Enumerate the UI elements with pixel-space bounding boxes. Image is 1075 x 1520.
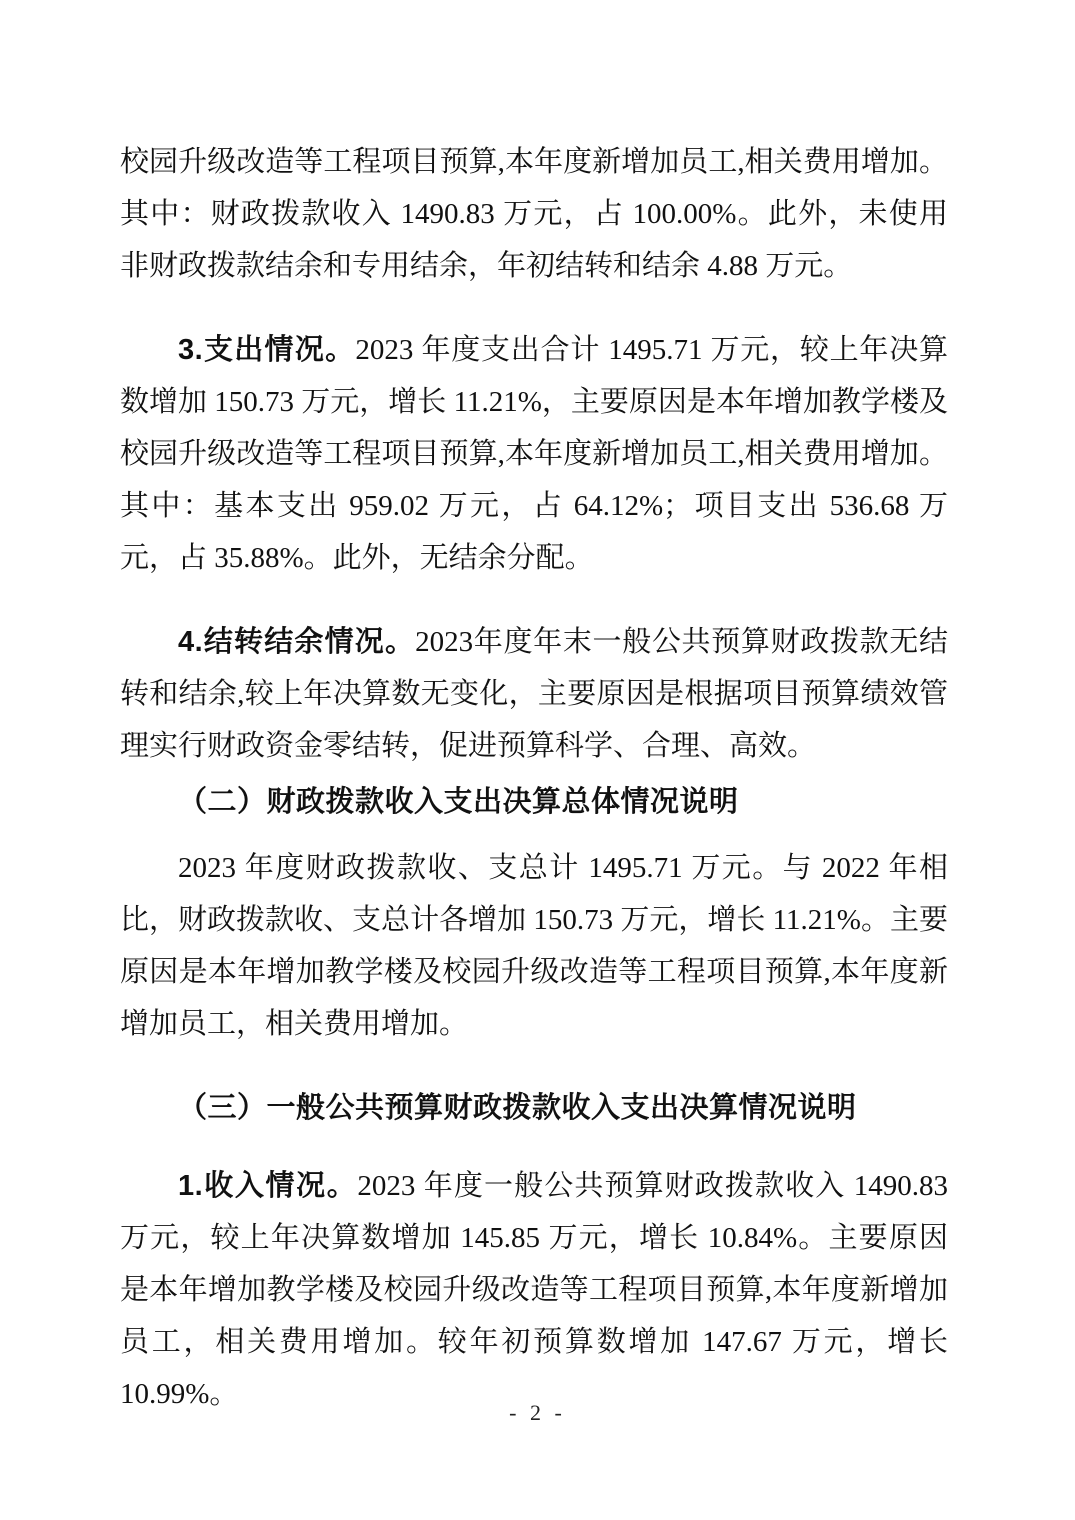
paragraph-income-continued-text: 校园升级改造等工程项目预算,本年度新增加员工,相关费用增加。其中：财政拨款收入 1490.83 万元，占 100.00%。此外，未使用非财政拨款结余和专用结余，年初结转和结余 4.88 万元。 — [120, 146, 948, 282]
heading-section-two: （二）财政拨款收入支出决算总体情况说明 — [178, 786, 739, 818]
paragraph-income-continued — [120, 136, 948, 292]
paragraph-revenue-text: 2023 年度一般公共预算财政拨款收入 1490.83 万元，较上年决算数增加 145.85 万元，增长 10.84%。主要原因是本年增加教学楼及校园升级改造等工程项目预算,本年度新增加员工，相关费用增加。较年初预算数增加 147.67 万元，增长 10.99%。 — [120, 1170, 948, 1410]
paragraph-revenue — [120, 1160, 948, 1420]
paragraph-carryover-text: 2023年度年末一般公共预算财政拨款无结转和结余,较上年决算数无变化，主要原因是根据项目预算绩效管理实行财政资金零结转，促进预算科学、合理、高效。 — [120, 626, 948, 762]
paragraph-fiscal-total — [120, 842, 948, 1050]
document-body — [120, 136, 948, 1452]
heading-section-three: （三）一般公共预算财政拨款收入支出决算情况说明 — [178, 1092, 857, 1124]
page-number: - 2 - — [509, 1400, 566, 1425]
paragraph-carryover — [120, 616, 948, 772]
paragraph-fiscal-total-text: 2023 年度财政拨款收、支总计 1495.71 万元。与 2022 年相比，财政拨款收、支总计各增加 150.73 万元，增长 11.21%。主要原因是本年增加教学楼及校园升级改造等工程项目预算,本年度新增加员工，相关费用增加。 — [120, 852, 948, 1040]
paragraph-revenue-lead: 1.收入情况。 — [178, 1170, 358, 1202]
paragraph-expenditure-lead: 3.支出情况。 — [178, 334, 356, 366]
paragraph-carryover-lead: 4.结转结余情况。 — [178, 626, 416, 658]
paragraph-expenditure-text: 2023 年度支出合计 1495.71 万元，较上年决算数增加 150.73 万元，增长 11.21%，主要原因是本年增加教学楼及校园升级改造等工程项目预算,本年度新增加员工,相关费用增加。其中：基本支出 959.02 万元，占 64.12%；项目支出 536.68 万元，占 35.88%。此外，无结余分配。 — [120, 334, 948, 574]
paragraph-expenditure — [120, 324, 948, 584]
